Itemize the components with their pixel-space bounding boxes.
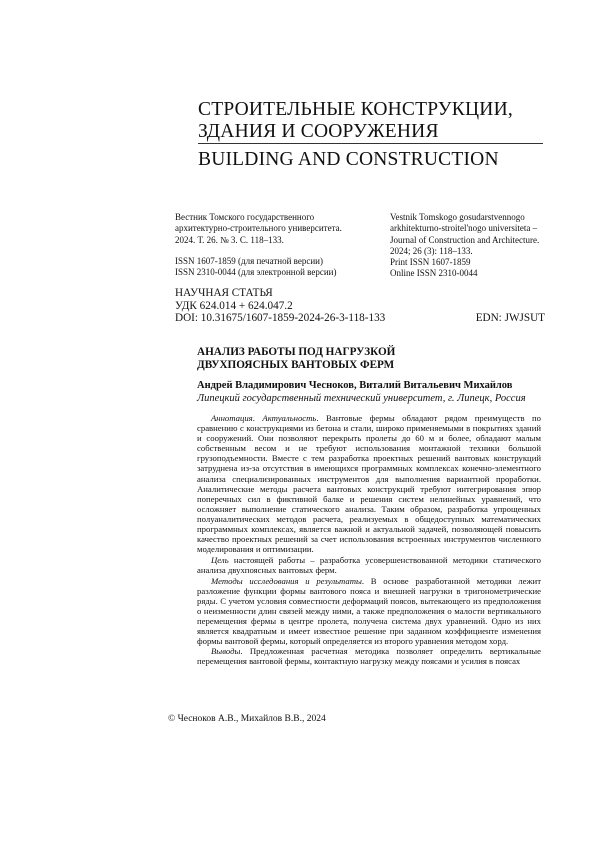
abstract-paragraph-methods: Методы исследования и результаты. В основе разработанной методики лежит разложение функции формы вантового пояса и внешней нагрузки в тригонометрические ряды. С учетом условия совместности деформаций поясов, вытекающего из предположения о неизменности длин связей между ними, а также предположения о малости вертикального перемещения фермы в центре пролета, получена система двух уравнений. Одно из них является квадратным и имеет известное решение при заданном коэффициенте изменения формы вантовой фермы, который определяется из второго уравнения методом хорд.: [197, 575, 541, 647]
citation-ru-line3: 2024. Т. 26. № 3. С. 118–133.: [175, 234, 284, 245]
issn-print-en: Print ISSN 1607-1859: [390, 257, 471, 268]
journal-section-title-en: BUILDING AND CONSTRUCTION: [198, 149, 499, 170]
citation-ru: [175, 212, 375, 278]
article-title: [197, 346, 537, 372]
relevance-text: Вантовые фермы обладают рядом преимуществ по сравнению с конструкциями из бетона и стали, широко применяемыми в покрытиях зданий и сооружений. Они позволяют перекрыть пролеты до 60 м и более, обладают малым собственным весом и не требуют использования монтажной техники большой грузоподъемности. Вместе с тем разработка проектных решений вантовых конструкций затруднена из-за отсутствия в имеющихся программных комплексах конечно-элементного анализа специализированных инструментов для выполнения вариантной проработки. Аналитические методы расчета вантовых конструкций требуют интегрирования эпюр поперечных сил в фиктивной балке и решения систем нелинейных уравнений, что осложняет выполнение статического анализа. Таким образом, разработка упрощенных полуаналитических методов расчета, реализуемых в общедоступных математических программных комплексах, является важной и актуальной задачей, позволяющей повысить качество проектных решений за счет использования встроенных инструментов численного моделирования и оптимизации.: [197, 413, 542, 555]
article-type: НАУЧНАЯ СТАТЬЯ: [175, 287, 273, 299]
udc-code: УДК 624.014 + 624.047.2: [175, 299, 293, 312]
citation-en-line4: 2024; 26 (3): 118–133.: [390, 245, 473, 256]
authors: Андрей Владимирович Чесноков, Виталий Витальевич Михайлов: [197, 380, 513, 391]
conclusions-text: Предложенная расчетная методика позволяет определить вертикальные перемещения вантовой фермы, контактную нагрузку между поясами и усилия в поясах: [197, 646, 542, 667]
section-title-ru-line1: СТРОИТЕЛЬНЫЕ КОНСТРУКЦИИ,: [198, 99, 513, 120]
citation-en-line1: Vestnik Tomskogo gosudarstvennogo: [390, 212, 525, 222]
goal-label: Цель: [211, 555, 229, 566]
abstract-paragraph-conclusions: Выводы. Предложенная расчетная методика позволяет определить вертикальные перемещения вантовой фермы, контактную нагрузку между поясами и усилия в поясах: [197, 646, 542, 667]
article-info: [175, 287, 545, 325]
edn-code: EDN: JWJSUT: [475, 312, 545, 325]
abstract-paragraph-relevance: Аннотация. Актуальность. Вантовые фермы обладают рядом преимуществ по сравнению с конструкциями из бетона и стали, широко применяемыми в покрытиях зданий и сооружений. Они позволяют перекрыть пролеты до 60 м и более, обладают малым собственным весом и не требуют использования монтажной техники большой грузоподъемности. Вместе с тем разработка проектных решений вантовых конструкций затруднена из-за отсутствия в имеющихся программных комплексах конечно-элементного анализа специализированных инструментов для выполнения вариантной проработки. Аналитические методы расчета вантовых конструкций требуют интегрирования эпюр поперечных сил в фиктивной балке и решения систем нелинейных уравнений, что осложняет выполнение статического анализа. Таким образом, разработка упрощенных полуаналитических методов расчета, реализуемых в общедоступных математических программных комплексах, является важной и актуальной задачей, позволяющей повысить качество проектных решений за счет использования встроенных инструментов численного моделирования и оптимизации.: [197, 413, 542, 555]
citation-ru-line2: архитектурно-строительного университета.: [175, 223, 342, 234]
relevance-label: Актуальность: [262, 413, 317, 423]
methods-text: В основе разработанной методики лежит разложение функции формы вантового пояса и внешней нагрузки в тригонометрические ряды. С учетом условия совместности деформаций поясов, вытекающего из предположения о неизменности длин связей между ними, а также предположения о малости вертикального перемещения фермы в центре пролета, получена система двух уравнений. Одно из них является квадратным и имеет известное решение при заданном коэффициенте изменения формы вантовой фермы, который определяется из второго уравнения методом хорд.: [197, 575, 541, 647]
section-title-ru-line2: ЗДАНИЯ И СООРУЖЕНИЯ: [198, 121, 439, 142]
doi-row: [175, 312, 545, 325]
issn-print-ru: ISSN 1607-1859 (для печатной версии): [175, 255, 323, 266]
article-title-line1: АНАЛИЗ РАБОТЫ ПОД НАГРУЗКОЙ: [197, 346, 396, 358]
citation-en: [390, 212, 555, 280]
abstract-label: Аннотация: [211, 413, 253, 423]
conclusions-label: Выводы: [211, 646, 241, 657]
citation-ru-line1: Вестник Томского государственного: [175, 212, 315, 222]
citation-en-line3: Journal of Construction and Architecture.: [390, 234, 540, 245]
doi-link[interactable]: DOI: 10.31675/1607-1859-2024-26-3-118-133: [175, 312, 386, 325]
abstract-paragraph-goal: [197, 555, 541, 575]
methods-label: Методы исследования и результаты: [211, 575, 362, 586]
journal-section-title-ru: [198, 99, 558, 143]
citation-en-line2: arkhitekturno-stroitel'nogo universiteta –: [390, 223, 538, 234]
article-title-line2: ДВУХПОЯСНЫХ ВАНТОВЫХ ФЕРМ: [197, 359, 395, 371]
abstract: [197, 413, 541, 666]
issn-online-en: Online ISSN 2310-0044: [390, 268, 478, 279]
affiliation: Липецкий государственный технический университет, г. Липецк, Россия: [197, 393, 526, 404]
issn-online-ru: ISSN 2310-0044 (для электронной версии): [175, 267, 337, 278]
goal-text: настоящей работы – разработка усовершенствованной методики статического анализа двухпоясных вантовых ферм.: [197, 555, 542, 576]
title-divider: [198, 143, 543, 144]
copyright: © Чесноков А.В., Михайлов В.В., 2024: [168, 714, 326, 724]
